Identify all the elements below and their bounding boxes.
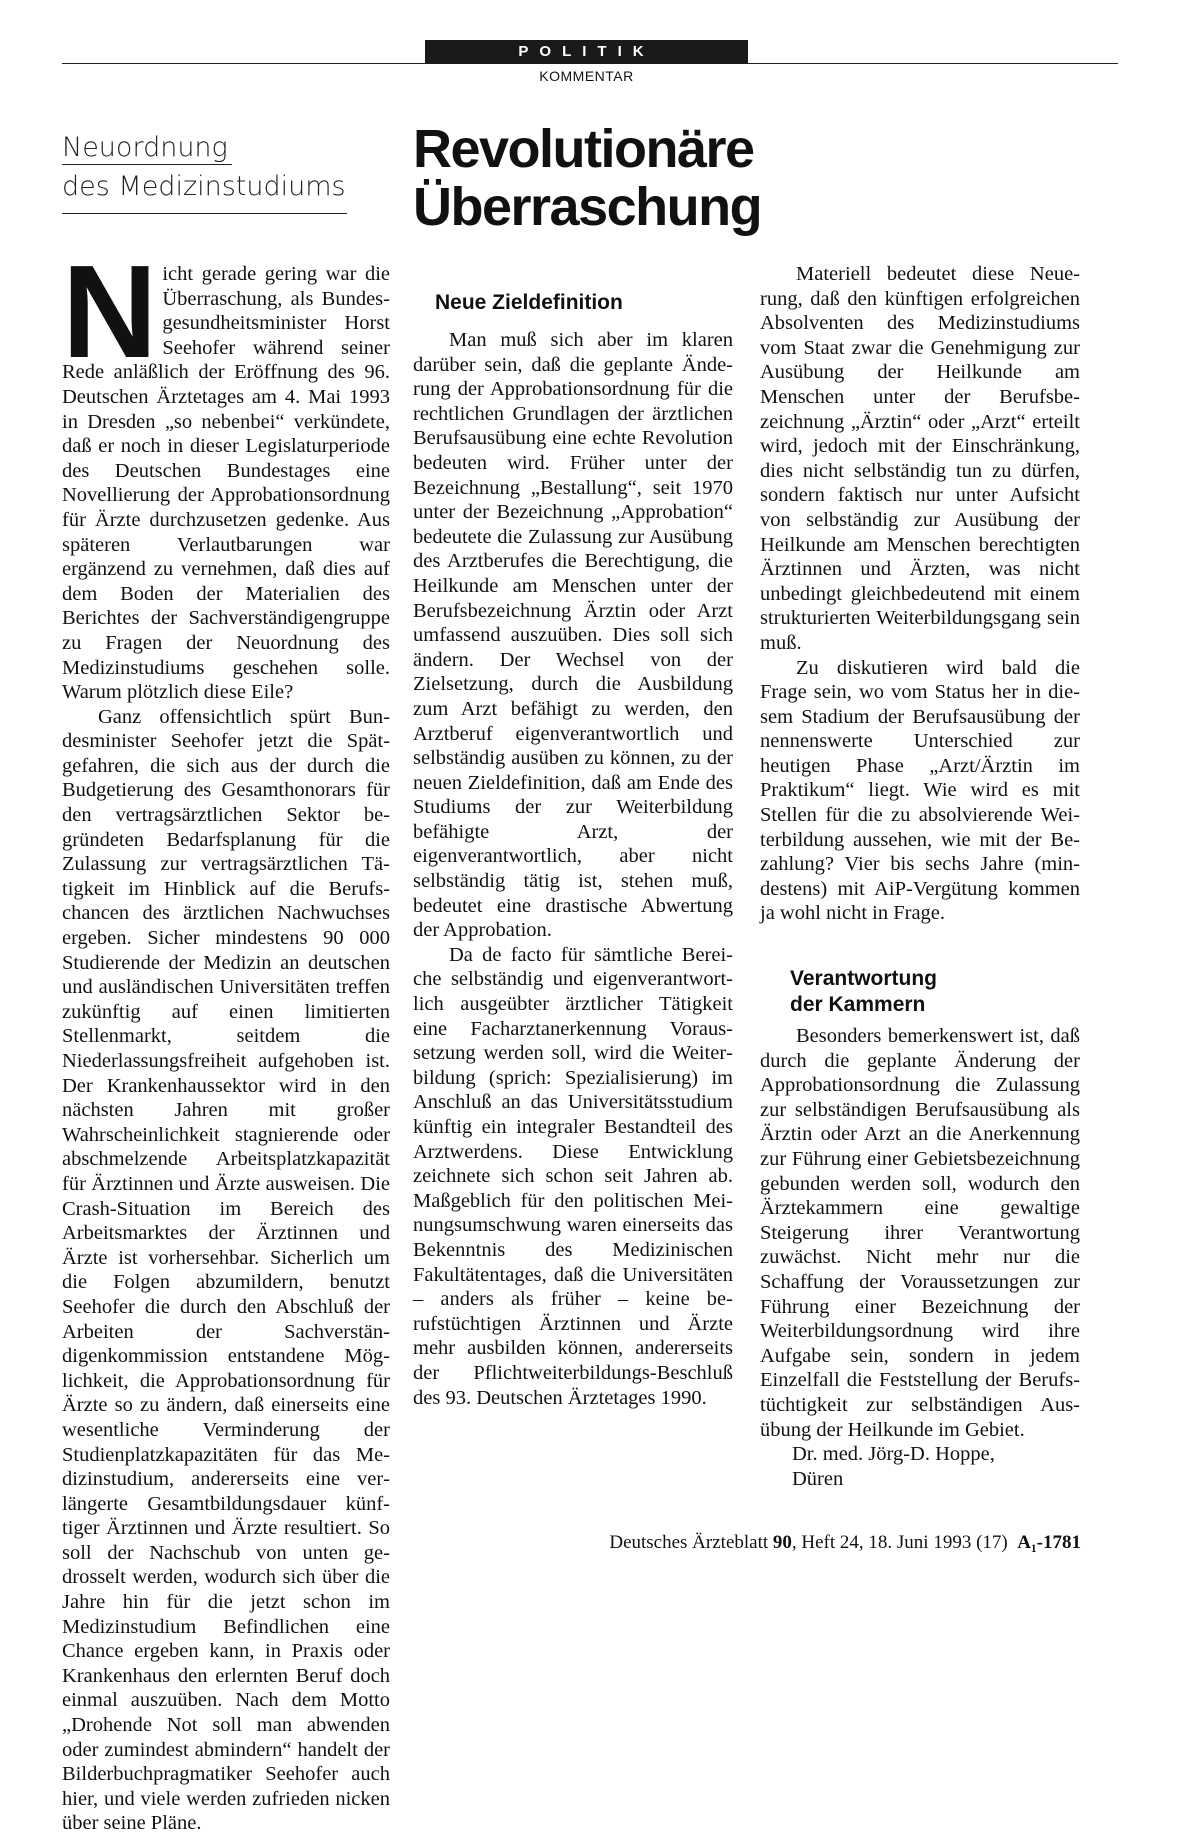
article-column-3 [760,262,1080,1491]
section-subrubric: KOMMENTAR [539,68,634,84]
author-name: Dr. med. Jörg-D. Hoppe, [792,1443,995,1466]
headline [413,120,1093,236]
page-footer [609,1532,1081,1554]
kicker-line-1: Neuordnung [62,132,228,163]
paragraph-5: Materiell bedeutet diese Neuerung, daß den künftigen erfolgreichen Absolventen des Medizinstudiums vom Staat zwar die Genehmigung zur Ausübung der Heilkunde am Menschen unter der Berufsbezeichnung „Ärztin“ oder „Arzt“ erteilt wird, jedoch mit der Einschränkung, dies nicht selbständig tun zu dürfen, sondern faktisch nur unter Aufsicht von selbständig zur Ausübung der Heilkunde am Menschen berechtigten Ärztinnen und Ärzten, was nicht unbedingt gleichbedeutend mit einem strukturierten Weiterbildungsgang sein muß. [760,263,1080,654]
kicker-rule-2 [62,213,347,214]
paragraph-1-text: icht gerade gering war die Überraschung, als Bundesgesundheitsminister Horst Seehofer während seiner Rede anläßlich der Eröffnung des 96. Deutschen Ärztetages am 4. Mai 1993 in Dresden „so nebenbei“ verkündete, daß er noch in dieser Legislaturperiode des Deutschen Bundestages eine Novellierung der Approbationsordnung für Ärzte durchzusetzen gedenke. Aus späteren Verlautbarungen war ergänzend zu vernehmen, daß dies auf dem Boden der Materialien des Berichtes der Sachverständigengruppe zu Fragen der Neuordnung des Medizinstudiums geschehen solle. Warum plötzlich diese Eile? [62,263,390,704]
author-city: Düren [792,1467,844,1490]
paragraph-2: Ganz offensichtlich spürt Bundesminister Seehofer jetzt die Spätgefahren, die sich aus der durch die Budgetierung des Gesamthonorars für den vertragsärztlichen Sektor begründeten Bedarfsplanung für die Zulassung zur vertragsärztlichen Tätigkeit im Hinblick auf die Berufschancen des ärztlichen Nachwuchses ergeben. Sicher mindestens 90 000 Studierende der Medizin an deutschen und ausländischen Universitäten treffen zukünftig auf einen limitierten Stellenmarkt, seitdem die Niederlassungsfreiheit aufgehoben ist. Der Krankenhaussektor wird in den nächsten Jahren mit großer Wahrscheinlichkeit stagnierende oder abschmelzende Arbeitsplatzkapazität für Ärztinnen und Ärzte ausweisen. Die Crash-Situation im Bereich des Arbeitsmarktes der Ärztinnen und Ärzte ist vorhersehbar. Sicherlich um die Folgen abzumildern, benutzt Seehofer die durch den Abschluß der Arbeiten der Sachverständigenkommission entstandene Möglichkeit, die Approbationsordnung für Ärzte so zu ändern, daß einerseits eine wesentliche Verminderung der Studienplatzkapazitäten für das Medizinstudium, andererseits eine verlängerte Gesamtbildungsdauer künftiger Ärztinnen und Ärzte resultiert. So soll der Nachschub von unten gedrosselt werden, wodurch sich über die Jahre hin für die jetzt schon im Medizinstudium Befindlichen eine Chance ergeben kann, in Praxis oder Krankenhaus den erlernten Beruf doch einmal auszuüben. Nach dem Motto „Drohende Not soll man abwenden oder zumindest abmindern“ handelt der Bilderbuchpragmatiker Seehofer auch hier, und viele werden zufrieden nicken über seine Pläne. [62,705,390,1835]
subheading-verantwortung [790,966,1080,1018]
article-column-1 [62,238,390,1836]
kicker [62,128,362,214]
subheading-neue-zieldefinition: Neue Zieldefinition [435,291,623,314]
footer-volume: 90 [772,1532,792,1553]
footer-page-number: A₁-1781 [1017,1532,1081,1553]
paragraph-1 [62,238,390,705]
headline-line-2: Überraschung [413,177,762,237]
subheading-2-line-1: Verantwortung [790,967,938,991]
headline-line-1: Revolutionäre [413,119,754,179]
paragraph-6: Zu diskutieren wird bald die Frage sein, wo vom Status her in diesem Stadium der Berufsausübung der nennenswerte Unterschied zur heutigen Phase „Arzt/Ärztin im Praktikum“ liegt. Wie wird es mit Stellen für die zu absolvierende Weiterbildung aussehen, wie mit der Bezahlung? Vier bis sechs Jahre (mindestens) mit AiP-Vergütung kommen ja wohl nicht in Frage. [760,656,1080,925]
subheading-2-line-2: der Kammern [790,993,926,1017]
section-rubric: POLITIK [518,43,655,60]
footer-issue-date: , Heft 24, 18. Juni 1993 (17) [791,1532,1008,1553]
dropcap: N [62,238,155,385]
paragraph-7: Besonders bemerkenswert ist, daß durch die geplante Änderung der Approbationsordnung die Zulassung zur selbständigen Berufsausübung als Ärztin oder Arzt an die Anerkennung zur Führung einer Gebietsbezeichnung gebunden werden soll, wodurch den Ärztekammern eine gewaltige Steigerung ihrer Verantwortung zuwächst. Nicht mehr nur die Schaffung der Voraussetzungen zur Führung einer Bezeichnung der Weiterbildungsordnung wird ihre Aufgabe sein, sondern in jedem Einzelfall die Feststellung der Berufstüchtigkeit zur selbständigen Ausübung der Heilkunde im Gebiet. [760,1025,1080,1441]
kicker-line-2: des Medizinstudiums [62,171,346,202]
paragraph-4: Da de facto für sämtliche Bereiche selbständig und eigenverantwortlich ausgeübter ärztlicher Tätigkeit eine Facharztanerkennung Voraussetzung werden soll, wird die Weiterbildung (sprich: Spezialisierung) im Anschluß an das Universitätsstudium künftig ein integraler Bestandteil des Arztwerdens. Diese Entwicklung zeichnete sich schon seit Jahren ab. Maßgeblich für den politischen Meinungsumschwung waren einerseits das Bekenntnis des Medizinischen Fakultätentages, daß die Universitäten – anders als früher – keine berufstüchtigen Ärztinnen und Ärzte mehr ausbilden können, andererseits der Pflichtweiterbildungs-Beschluß des 93. Deutschen Ärztetages 1990. [413,943,733,1409]
footer-journal: Deutsches Ärzteblatt [609,1532,769,1553]
article-column-2 [413,262,733,1410]
paragraph-3: Man muß sich aber im klaren darüber sein, daß die geplante Änderung der Approbationsordnung für die rechtlichen Grundlagen der ärztlichen Berufsausübung eine echte Revolution bedeuten wird. Früher unter der Bezeichnung „Bestallung“, seit 1970 unter der Bezeichnung „Approbation“ bedeutete die Zulassung zur Ausübung des Arztberufes die Berechtigung, die Heilkunde am Menschen unter der Berufsbezeichnung Ärztin oder Arzt umfassend auszuüben. Dies soll sich ändern. Der Wechsel von der Zielsetzung, durch die Ausbildung zum Arzt befähigt zu werden, den Arztberuf eigenverantwortlich und selbständig ausüben zu können, zu der neuen Zieldefinition, daß am Ende des Studiums der zur Weiterbildung befähigte Arzt, der eigenverantwortlich, aber nicht selbständig tätig ist, stehen muß, bedeutet eine drastische Abwertung der Approbation. [413,329,733,942]
